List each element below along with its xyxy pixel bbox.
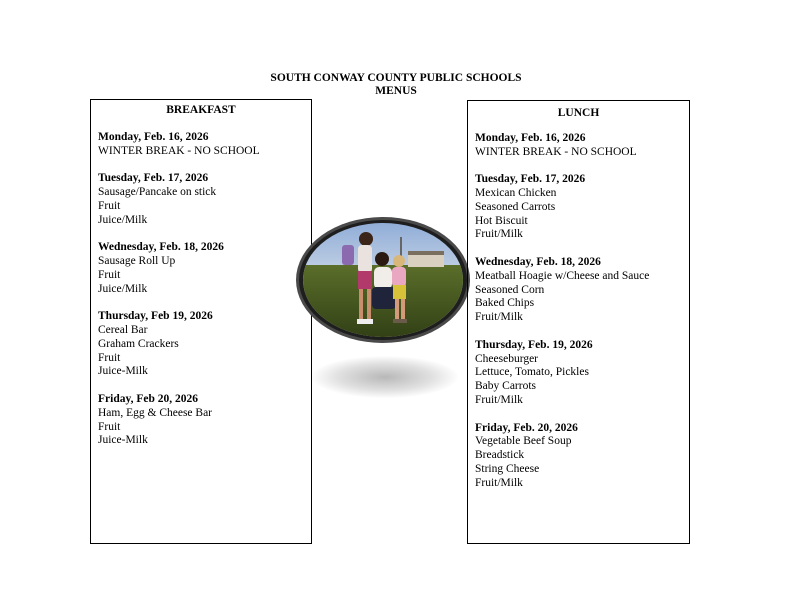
menu-day [475,256,682,325]
breakfast-menu-box [90,99,312,544]
menu-day [475,173,682,242]
menu-day [98,131,304,159]
menu-item: Ham, Egg & Cheese Bar [98,406,213,419]
menu-item: Fruit [98,420,121,433]
menu-item: Cheeseburger [475,352,539,365]
menu-item: Lettuce, Tomato, Pickles [475,366,589,379]
menu-item: Juice-Milk [98,434,148,447]
menu-item: Seasoned Carrots [475,200,556,213]
document-title [0,72,792,98]
menu-item: Fruit/Milk [475,476,523,489]
menu-day [475,422,682,491]
menu-item: Baked Chips [475,297,535,310]
menu-item: Juice-Milk [98,365,148,378]
students-photo [296,217,470,343]
menu-item: Sausage Roll Up [98,254,176,267]
menu-item: WINTER BREAK - NO SCHOOL [98,144,260,157]
menu-item: Fruit/Milk [475,228,523,241]
menu-item: Juice/Milk [98,282,148,295]
menu-item: Fruit/Milk [475,393,523,406]
title-line-2: MENUS [375,85,417,97]
day-heading: Wednesday, Feb. 18, 2026 [475,255,601,268]
menu-item: Meatball Hoagie w/Cheese and Sauce [475,269,650,282]
breakfast-title: BREAKFAST [166,104,236,116]
lunch-menu-box [467,100,690,544]
day-heading: Thursday, Feb. 19, 2026 [475,338,593,351]
day-heading: Tuesday, Feb. 17, 2026 [98,172,209,185]
menu-day [98,310,304,379]
menu-item: Baby Carrots [475,380,537,393]
menu-item: Vegetable Beef Soup [475,435,572,448]
menu-item: WINTER BREAK - NO SCHOOL [475,145,637,158]
day-heading: Friday, Feb 20, 2026 [98,392,198,405]
menu-day [98,241,304,296]
menu-item: Fruit [98,268,121,281]
menu-day [475,339,682,408]
lunch-day-list [475,132,682,491]
photo-illustration [296,217,470,343]
menu-item: Fruit/Milk [475,311,523,324]
menu-item: Hot Biscuit [475,214,528,227]
day-heading: Thursday, Feb 19, 2026 [98,310,213,323]
menu-item: Mexican Chicken [475,186,557,199]
menu-day [475,132,682,160]
day-heading: Monday, Feb. 16, 2026 [475,131,586,144]
breakfast-day-list [98,131,304,448]
day-heading: Friday, Feb. 20, 2026 [475,421,578,434]
menu-item: Graham Crackers [98,337,179,350]
menu-item: Sausage/Pancake on stick [98,185,217,198]
menu-item: Seasoned Corn [475,283,545,296]
menu-item: Breadstick [475,449,525,462]
menu-item: Fruit [98,199,121,212]
day-heading: Monday, Feb. 16, 2026 [98,130,209,143]
lunch-title: LUNCH [557,107,600,119]
menu-day [98,393,304,448]
day-heading: Wednesday, Feb. 18, 2026 [98,241,224,254]
day-heading: Tuesday, Feb. 17, 2026 [475,173,586,186]
menu-item: Fruit [98,351,121,364]
menu-item: Cereal Bar [98,323,148,336]
menu-day [98,172,304,227]
title-line-1: SOUTH CONWAY COUNTY PUBLIC SCHOOLS [270,72,522,84]
menu-item: String Cheese [475,462,540,475]
menu-item: Juice/Milk [98,213,148,226]
photo-shadow [312,356,458,398]
